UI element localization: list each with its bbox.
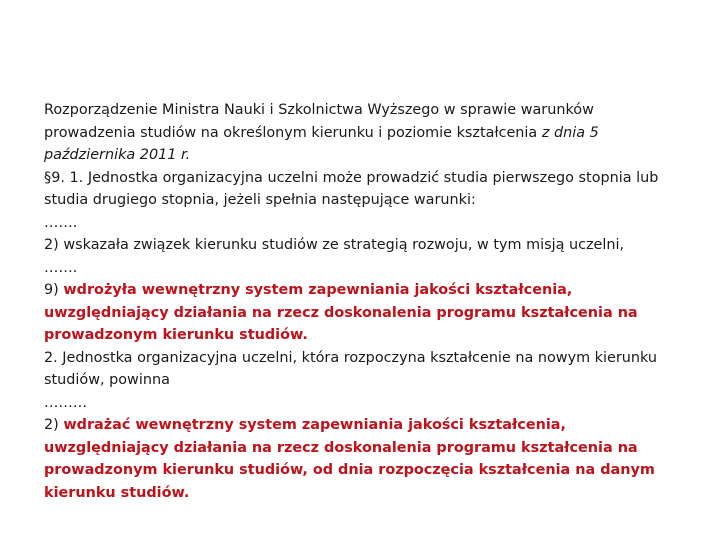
item-9-number: 9)	[44, 282, 59, 298]
ellipsis-c: ………	[44, 394, 88, 411]
item-2-b-number: 2)	[44, 417, 59, 433]
section-9	[44, 167, 684, 212]
item-9-text: wdrożyła wewnętrzny system zapewniania jakości kształcenia, uwzględniający działania na rzecz doskonalenia programu kształcenia na prowadzonym kierunku studiów.	[44, 282, 638, 343]
section-9-heading: §9.	[44, 169, 65, 186]
ellipsis-b: …….	[44, 259, 78, 276]
item-2-b	[44, 414, 684, 504]
item-2-b-text: wdrażać wewnętrzny system zapewniania jakości kształcenia, uwzględniający działania na rzecz doskonalenia programu kształcenia na prowadzonym kierunku studiów, od dnia rozpoczęcia kształcenia na danym kierunku studiów.	[44, 417, 655, 501]
item-2-a: 2) wskazała związek kierunku studiów ze strategią rozwoju, w tym misją uczelni,	[44, 237, 625, 253]
regulation-date: z dnia 5 października 2011 r.	[44, 124, 599, 163]
document-body	[44, 99, 684, 504]
regulation-title-text: Rozporządzenie Ministra Nauki i Szkolnictwa Wyższego w sprawie warunków prowadzenia studiów na określonym kierunku i poziomie kształcenia	[44, 102, 594, 141]
item-9	[44, 279, 684, 347]
ellipsis-a: …….	[44, 214, 78, 231]
point-2: 2. Jednostka organizacyjna uczelni, która rozpoczyna kształcenie na nowym kierunku studiów, powinna	[44, 349, 658, 388]
section-9-point-1: 1. Jednostka organizacyjna uczelni może prowadzić studia pierwszego stopnia lub studia drugiego stopnia, jeżeli spełnia następujące warunki:	[44, 169, 659, 208]
regulation-title	[44, 99, 684, 167]
